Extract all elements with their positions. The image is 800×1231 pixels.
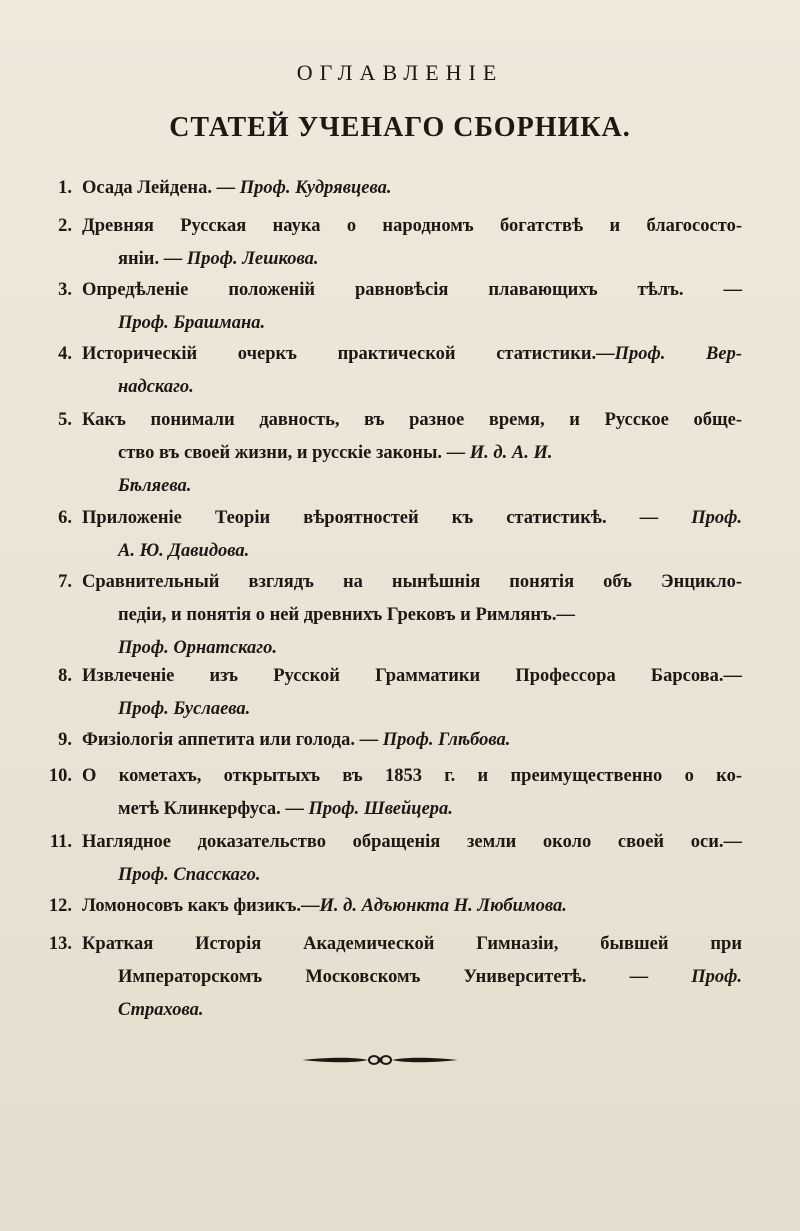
- entry-number: 10.: [48, 766, 72, 786]
- entry-title: О кометахъ, открытыхъ въ 1853 г. и преимущественно о ко-: [82, 766, 742, 786]
- entry-title: Какъ понимали давность, въ разное время, и Русское обще-: [82, 410, 742, 430]
- entry-title: педіи, и понятія о ней древнихъ Грековъ и Римлянъ.—: [118, 605, 575, 625]
- entry-number: 11.: [49, 832, 72, 852]
- entry-title: яніи. —: [118, 249, 187, 269]
- entry-author: Проф. Глѣбова.: [382, 730, 511, 750]
- entry-number: 2.: [58, 216, 72, 236]
- entry-number: 12.: [48, 896, 72, 916]
- entry-title: Сравнительный взглядъ на нынѣшнія понятія объ Энцикло-: [82, 572, 742, 592]
- entry-author: Проф. Кудрявцева.: [239, 178, 392, 198]
- entry-author: Проф. Орнатскаго.: [118, 638, 277, 658]
- entry-title: Историческій очеркъ практической статистики.—: [82, 344, 615, 364]
- entry-author: Проф. Брашмана.: [118, 313, 266, 333]
- entry-author: Проф. Вер-: [614, 344, 742, 364]
- entry-title: Краткая Исторія Академической Гимназіи, бывшей при: [82, 934, 742, 954]
- entry-author: Страхова.: [118, 1000, 204, 1020]
- entry-number: 7.: [58, 572, 72, 592]
- entry-number: 9.: [58, 730, 72, 750]
- entry-title: метѣ Клинкерфуса. —: [118, 799, 309, 819]
- entry-title: Физіологія аппетита или голода. —: [82, 730, 383, 750]
- entry-number: 1.: [58, 178, 72, 198]
- entry-title: Осада Лейдена. —: [82, 178, 240, 198]
- entry-author: И. д. А. И.: [469, 443, 553, 463]
- entry-author: А. Ю. Давидова.: [118, 541, 250, 561]
- entry-number: 5.: [58, 410, 72, 430]
- entry-title: Древняя Русская наука о народномъ богатствѣ и благососто-: [82, 216, 742, 236]
- entry-title: Ломоносовъ какъ физикъ.—: [82, 896, 320, 916]
- entry-author: Проф. Лешкова.: [186, 249, 319, 269]
- entry-author: Проф. Швейцера.: [308, 799, 453, 819]
- entry-number: 8.: [58, 666, 72, 686]
- entry-author: Проф.: [691, 508, 742, 528]
- page-title: ОГЛАВЛЕНІЕ: [296, 60, 504, 85]
- entry-title: Наглядное доказательство обращенія земли около своей оси.—: [82, 832, 742, 852]
- entry-number: 6.: [58, 508, 72, 528]
- entry-author: И. д. Адъюнкта Н. Любимова.: [319, 896, 567, 916]
- entry-title: Императорскомъ Московскомъ Университетѣ. —: [118, 967, 692, 987]
- entry-title: ство въ своей жизни, и русскіе законы. —: [118, 443, 470, 463]
- entry-author: Бѣляева.: [118, 476, 192, 496]
- entry-author: Проф.: [691, 967, 742, 987]
- entry-number: 13.: [48, 934, 72, 954]
- entry-title: Извлеченіе изъ Русской Грамматики Профессора Барсова.—: [82, 666, 742, 686]
- entry-author: Проф. Спасскаго.: [118, 865, 261, 885]
- entry-title: Приложеніе Теоріи вѣроятностей къ статистикѣ. —: [82, 508, 692, 528]
- entry-number: 4.: [58, 344, 72, 364]
- page-subtitle: СТАТЕЙ УЧЕНАГО СБОРНИКА.: [169, 112, 631, 143]
- entry-author: Проф. Буслаева.: [118, 699, 251, 719]
- ornament-divider: [300, 1048, 460, 1072]
- entry-number: 3.: [58, 280, 72, 300]
- entry-title: Опредѣленіе положеній равновѣсія плавающихъ тѣлъ. —: [82, 280, 742, 300]
- entry-author: надскаго.: [118, 377, 194, 397]
